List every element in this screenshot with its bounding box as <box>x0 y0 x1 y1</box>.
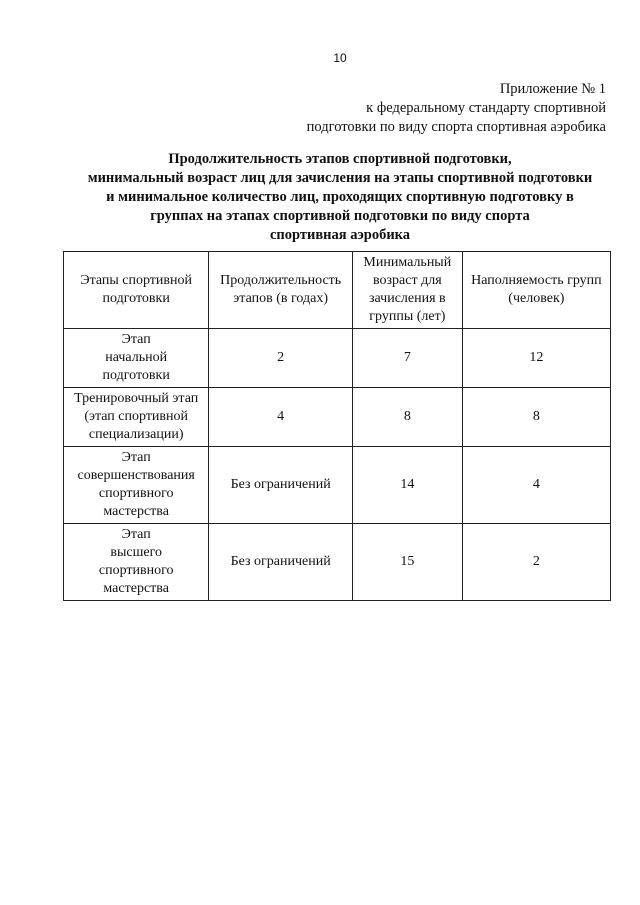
cell-stage: Этап высшего спортивного мастерства <box>64 524 209 601</box>
cell-duration: 2 <box>209 329 353 388</box>
table-row <box>64 329 611 388</box>
header-min-age: Минимальный возраст для зачисления в группы (лет) <box>352 252 462 329</box>
title-line-1: Продолжительность этапов спортивной подготовки, <box>168 151 512 167</box>
header-duration: Продолжительность этапов (в годах) <box>209 252 353 329</box>
cell-stage: Тренировочный этап (этап спортивной специализации) <box>64 388 209 447</box>
cell-min-age: 8 <box>352 388 462 447</box>
cell-duration: 4 <box>209 388 353 447</box>
cell-group-size: 12 <box>462 329 610 388</box>
cell-duration: Без ограничений <box>209 524 353 601</box>
table-row <box>64 524 611 601</box>
title-line-3: и минимальное количество лиц, проходящих спортивную подготовку в <box>106 189 574 205</box>
header-stage: Этапы спортивной подготовки <box>64 252 209 329</box>
appendix-line-3: подготовки по виду спорта спортивная аэробика <box>306 119 606 135</box>
title-line-4: группах на этапах спортивной подготовки по виду спорта <box>150 208 530 224</box>
appendix-line-1: Приложение № 1 <box>499 81 606 97</box>
cell-min-age: 7 <box>352 329 462 388</box>
title-line-5: спортивная аэробика <box>269 227 411 243</box>
document-title <box>40 150 640 245</box>
cell-group-size: 4 <box>462 447 610 524</box>
title-line-2: минимальный возраст лиц для зачисления на этапы спортивной подготовки <box>87 170 593 186</box>
table-row <box>64 447 611 524</box>
cell-stage: Этап совершенствования спортивного мастерства <box>64 447 209 524</box>
cell-group-size: 8 <box>462 388 610 447</box>
cell-group-size: 2 <box>462 524 610 601</box>
cell-duration: Без ограничений <box>209 447 353 524</box>
cell-stage: Этап начальной подготовки <box>64 329 209 388</box>
appendix-line-2: к федеральному стандарту спортивной <box>366 100 606 116</box>
header-group-size: Наполняемость групп (человек) <box>462 252 610 329</box>
table-header-row <box>64 252 611 329</box>
stages-table <box>63 251 611 601</box>
appendix-header <box>307 80 606 137</box>
cell-min-age: 14 <box>352 447 462 524</box>
cell-min-age: 15 <box>352 524 462 601</box>
table-row <box>64 388 611 447</box>
page-number: 10 <box>333 51 347 65</box>
